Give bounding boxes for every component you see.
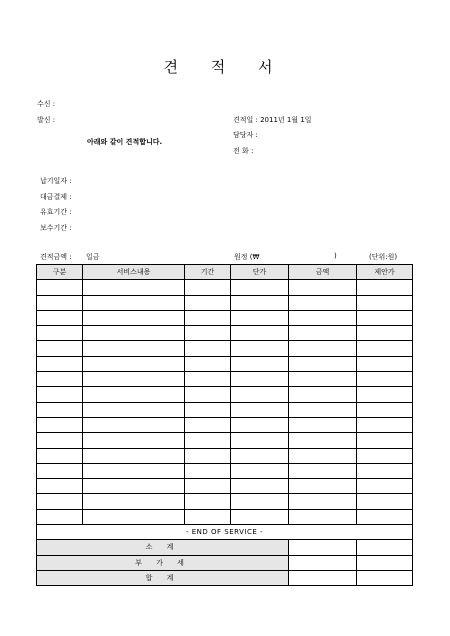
- table-cell[interactable]: [289, 310, 357, 325]
- table-cell[interactable]: [289, 494, 357, 509]
- table-cell[interactable]: [289, 387, 357, 402]
- table-cell[interactable]: [185, 417, 231, 432]
- table-cell[interactable]: [357, 433, 413, 448]
- table-cell[interactable]: [83, 326, 185, 341]
- won-text: 원정 (₩: [234, 253, 260, 261]
- table-cell[interactable]: [37, 280, 83, 295]
- amount-unit: 일금: [86, 253, 100, 261]
- table-cell[interactable]: [83, 463, 185, 478]
- table-row: [37, 479, 413, 494]
- table-cell[interactable]: [185, 372, 231, 387]
- table-cell[interactable]: [185, 326, 231, 341]
- table-cell[interactable]: [357, 372, 413, 387]
- table-cell[interactable]: [231, 326, 289, 341]
- table-cell[interactable]: [83, 310, 185, 325]
- table-cell[interactable]: [37, 341, 83, 356]
- table-cell[interactable]: [289, 479, 357, 494]
- term-label: 대금결제 :: [40, 192, 72, 201]
- total-row: [37, 570, 413, 585]
- table-cell[interactable]: [231, 341, 289, 356]
- won-close: ): [334, 252, 337, 260]
- table-cell[interactable]: [357, 326, 413, 341]
- quotation-table: [36, 264, 413, 586]
- table-cell[interactable]: [289, 372, 357, 387]
- table-row: [37, 326, 413, 341]
- table-row: [37, 417, 413, 432]
- recipient-label: 수신 :: [37, 100, 56, 108]
- table-cell[interactable]: [83, 341, 185, 356]
- table-cell[interactable]: [185, 509, 231, 524]
- table-row: [37, 433, 413, 448]
- table-cell[interactable]: [357, 417, 413, 432]
- table-cell[interactable]: [357, 448, 413, 463]
- table-row: [37, 509, 413, 524]
- table-cell[interactable]: [357, 295, 413, 310]
- header-proposal: 제안가: [357, 265, 413, 280]
- table-row: [37, 494, 413, 509]
- table-cell[interactable]: [83, 387, 185, 402]
- table-row: [37, 372, 413, 387]
- table-cell[interactable]: [185, 387, 231, 402]
- table-cell[interactable]: [37, 387, 83, 402]
- table-cell[interactable]: [289, 417, 357, 432]
- unit-note: (단위:원): [369, 253, 398, 261]
- table-cell[interactable]: [289, 402, 357, 417]
- document-title: 견 적 서: [163, 58, 287, 76]
- subtotal-label: 소 계: [37, 540, 289, 555]
- table-row: [37, 341, 413, 356]
- phone-label: 전 화 :: [233, 147, 254, 155]
- table-cell[interactable]: [357, 463, 413, 478]
- amount-label: 견적금액 :: [40, 253, 72, 261]
- vat-amount[interactable]: [289, 555, 357, 570]
- table-cell[interactable]: [37, 448, 83, 463]
- table-cell[interactable]: [37, 402, 83, 417]
- table-row: [37, 356, 413, 371]
- table-cell[interactable]: [289, 433, 357, 448]
- table-row: [37, 310, 413, 325]
- table-cell[interactable]: [83, 402, 185, 417]
- table-cell[interactable]: [231, 402, 289, 417]
- table-cell[interactable]: [357, 280, 413, 295]
- table-cell[interactable]: [231, 372, 289, 387]
- table-cell[interactable]: [185, 280, 231, 295]
- table-cell[interactable]: [37, 326, 83, 341]
- table-cell[interactable]: [185, 341, 231, 356]
- table-cell[interactable]: [357, 509, 413, 524]
- table-cell[interactable]: [83, 433, 185, 448]
- table-cell[interactable]: [185, 402, 231, 417]
- table-cell[interactable]: [357, 341, 413, 356]
- table-cell[interactable]: [231, 463, 289, 478]
- table-cell[interactable]: [37, 295, 83, 310]
- header-amount: 금액: [289, 265, 357, 280]
- table-cell[interactable]: [357, 479, 413, 494]
- table-cell[interactable]: [37, 433, 83, 448]
- table-cell[interactable]: [83, 417, 185, 432]
- table-cell[interactable]: [185, 479, 231, 494]
- manager-label: 담당자 :: [233, 131, 258, 139]
- header-category: 구분: [37, 265, 83, 280]
- table-cell[interactable]: [357, 356, 413, 371]
- table-row: [37, 280, 413, 295]
- table-cell[interactable]: [231, 448, 289, 463]
- table-cell[interactable]: [37, 494, 83, 509]
- table-header-row: [37, 265, 413, 280]
- header-period: 기간: [185, 265, 231, 280]
- table-cell[interactable]: [83, 295, 185, 310]
- vat-proposal[interactable]: [357, 555, 413, 570]
- table-cell[interactable]: [83, 280, 185, 295]
- table-cell[interactable]: [185, 356, 231, 371]
- table-row: [37, 463, 413, 478]
- table-cell[interactable]: [185, 310, 231, 325]
- header-service: 서비스내용: [83, 265, 185, 280]
- sender-label: 발신 :: [37, 116, 56, 124]
- table-cell[interactable]: [231, 387, 289, 402]
- subtotal-amount[interactable]: [289, 540, 357, 555]
- table-row: [37, 448, 413, 463]
- table-cell[interactable]: [231, 356, 289, 371]
- table-cell[interactable]: [231, 280, 289, 295]
- table-cell[interactable]: [289, 356, 357, 371]
- header-unit-price: 단가: [231, 265, 289, 280]
- greeting-text: 아래와 같이 견적합니다.: [87, 138, 163, 146]
- table-cell[interactable]: [289, 341, 357, 356]
- vat-label: 부 가 세: [37, 555, 289, 570]
- table-cell[interactable]: [83, 372, 185, 387]
- total-label: 합 계: [37, 570, 289, 585]
- table-cell[interactable]: [37, 463, 83, 478]
- table-row: [37, 387, 413, 402]
- table-cell[interactable]: [185, 463, 231, 478]
- term-label: 유효기간 :: [40, 208, 72, 216]
- total-proposal[interactable]: [357, 570, 413, 585]
- table-cell[interactable]: [185, 494, 231, 509]
- table-cell[interactable]: [185, 295, 231, 310]
- table-cell[interactable]: [83, 509, 185, 524]
- table-cell[interactable]: [37, 356, 83, 371]
- table-row: [37, 295, 413, 310]
- table-cell[interactable]: [289, 448, 357, 463]
- table-cell[interactable]: [289, 326, 357, 341]
- table-cell[interactable]: [357, 387, 413, 402]
- subtotal-proposal[interactable]: [357, 540, 413, 555]
- table-cell[interactable]: [37, 509, 83, 524]
- table-cell[interactable]: [289, 280, 357, 295]
- subtotal-row: [37, 540, 413, 555]
- table-cell[interactable]: [231, 479, 289, 494]
- end-row: [37, 525, 413, 540]
- vat-row: [37, 555, 413, 570]
- table-cell[interactable]: [83, 479, 185, 494]
- item-rows: [37, 280, 413, 525]
- table-cell[interactable]: [357, 494, 413, 509]
- quote-date: 견적일 : 2011년 1월 1일: [233, 116, 312, 124]
- table-cell[interactable]: [83, 356, 185, 371]
- table-cell[interactable]: [37, 372, 83, 387]
- table-cell[interactable]: [231, 310, 289, 325]
- table-cell[interactable]: [231, 494, 289, 509]
- table-cell[interactable]: [83, 448, 185, 463]
- table-cell[interactable]: [37, 417, 83, 432]
- table-cell[interactable]: [231, 417, 289, 432]
- table-cell[interactable]: [289, 295, 357, 310]
- table-cell[interactable]: [37, 479, 83, 494]
- table-cell[interactable]: [357, 402, 413, 417]
- term-label: 납기일자 :: [40, 177, 72, 185]
- table-cell[interactable]: [185, 448, 231, 463]
- table-cell[interactable]: [37, 310, 83, 325]
- table-cell[interactable]: [357, 310, 413, 325]
- table-cell[interactable]: [185, 433, 231, 448]
- table-cell[interactable]: [289, 463, 357, 478]
- table-row: [37, 402, 413, 417]
- table-cell[interactable]: [231, 509, 289, 524]
- end-of-service-text: - END OF SERVICE -: [37, 525, 413, 540]
- table-cell[interactable]: [231, 433, 289, 448]
- term-label: 보수기간 :: [40, 223, 72, 232]
- total-amount[interactable]: [289, 570, 357, 585]
- table-cell[interactable]: [289, 509, 357, 524]
- table-cell[interactable]: [83, 494, 185, 509]
- table-cell[interactable]: [231, 295, 289, 310]
